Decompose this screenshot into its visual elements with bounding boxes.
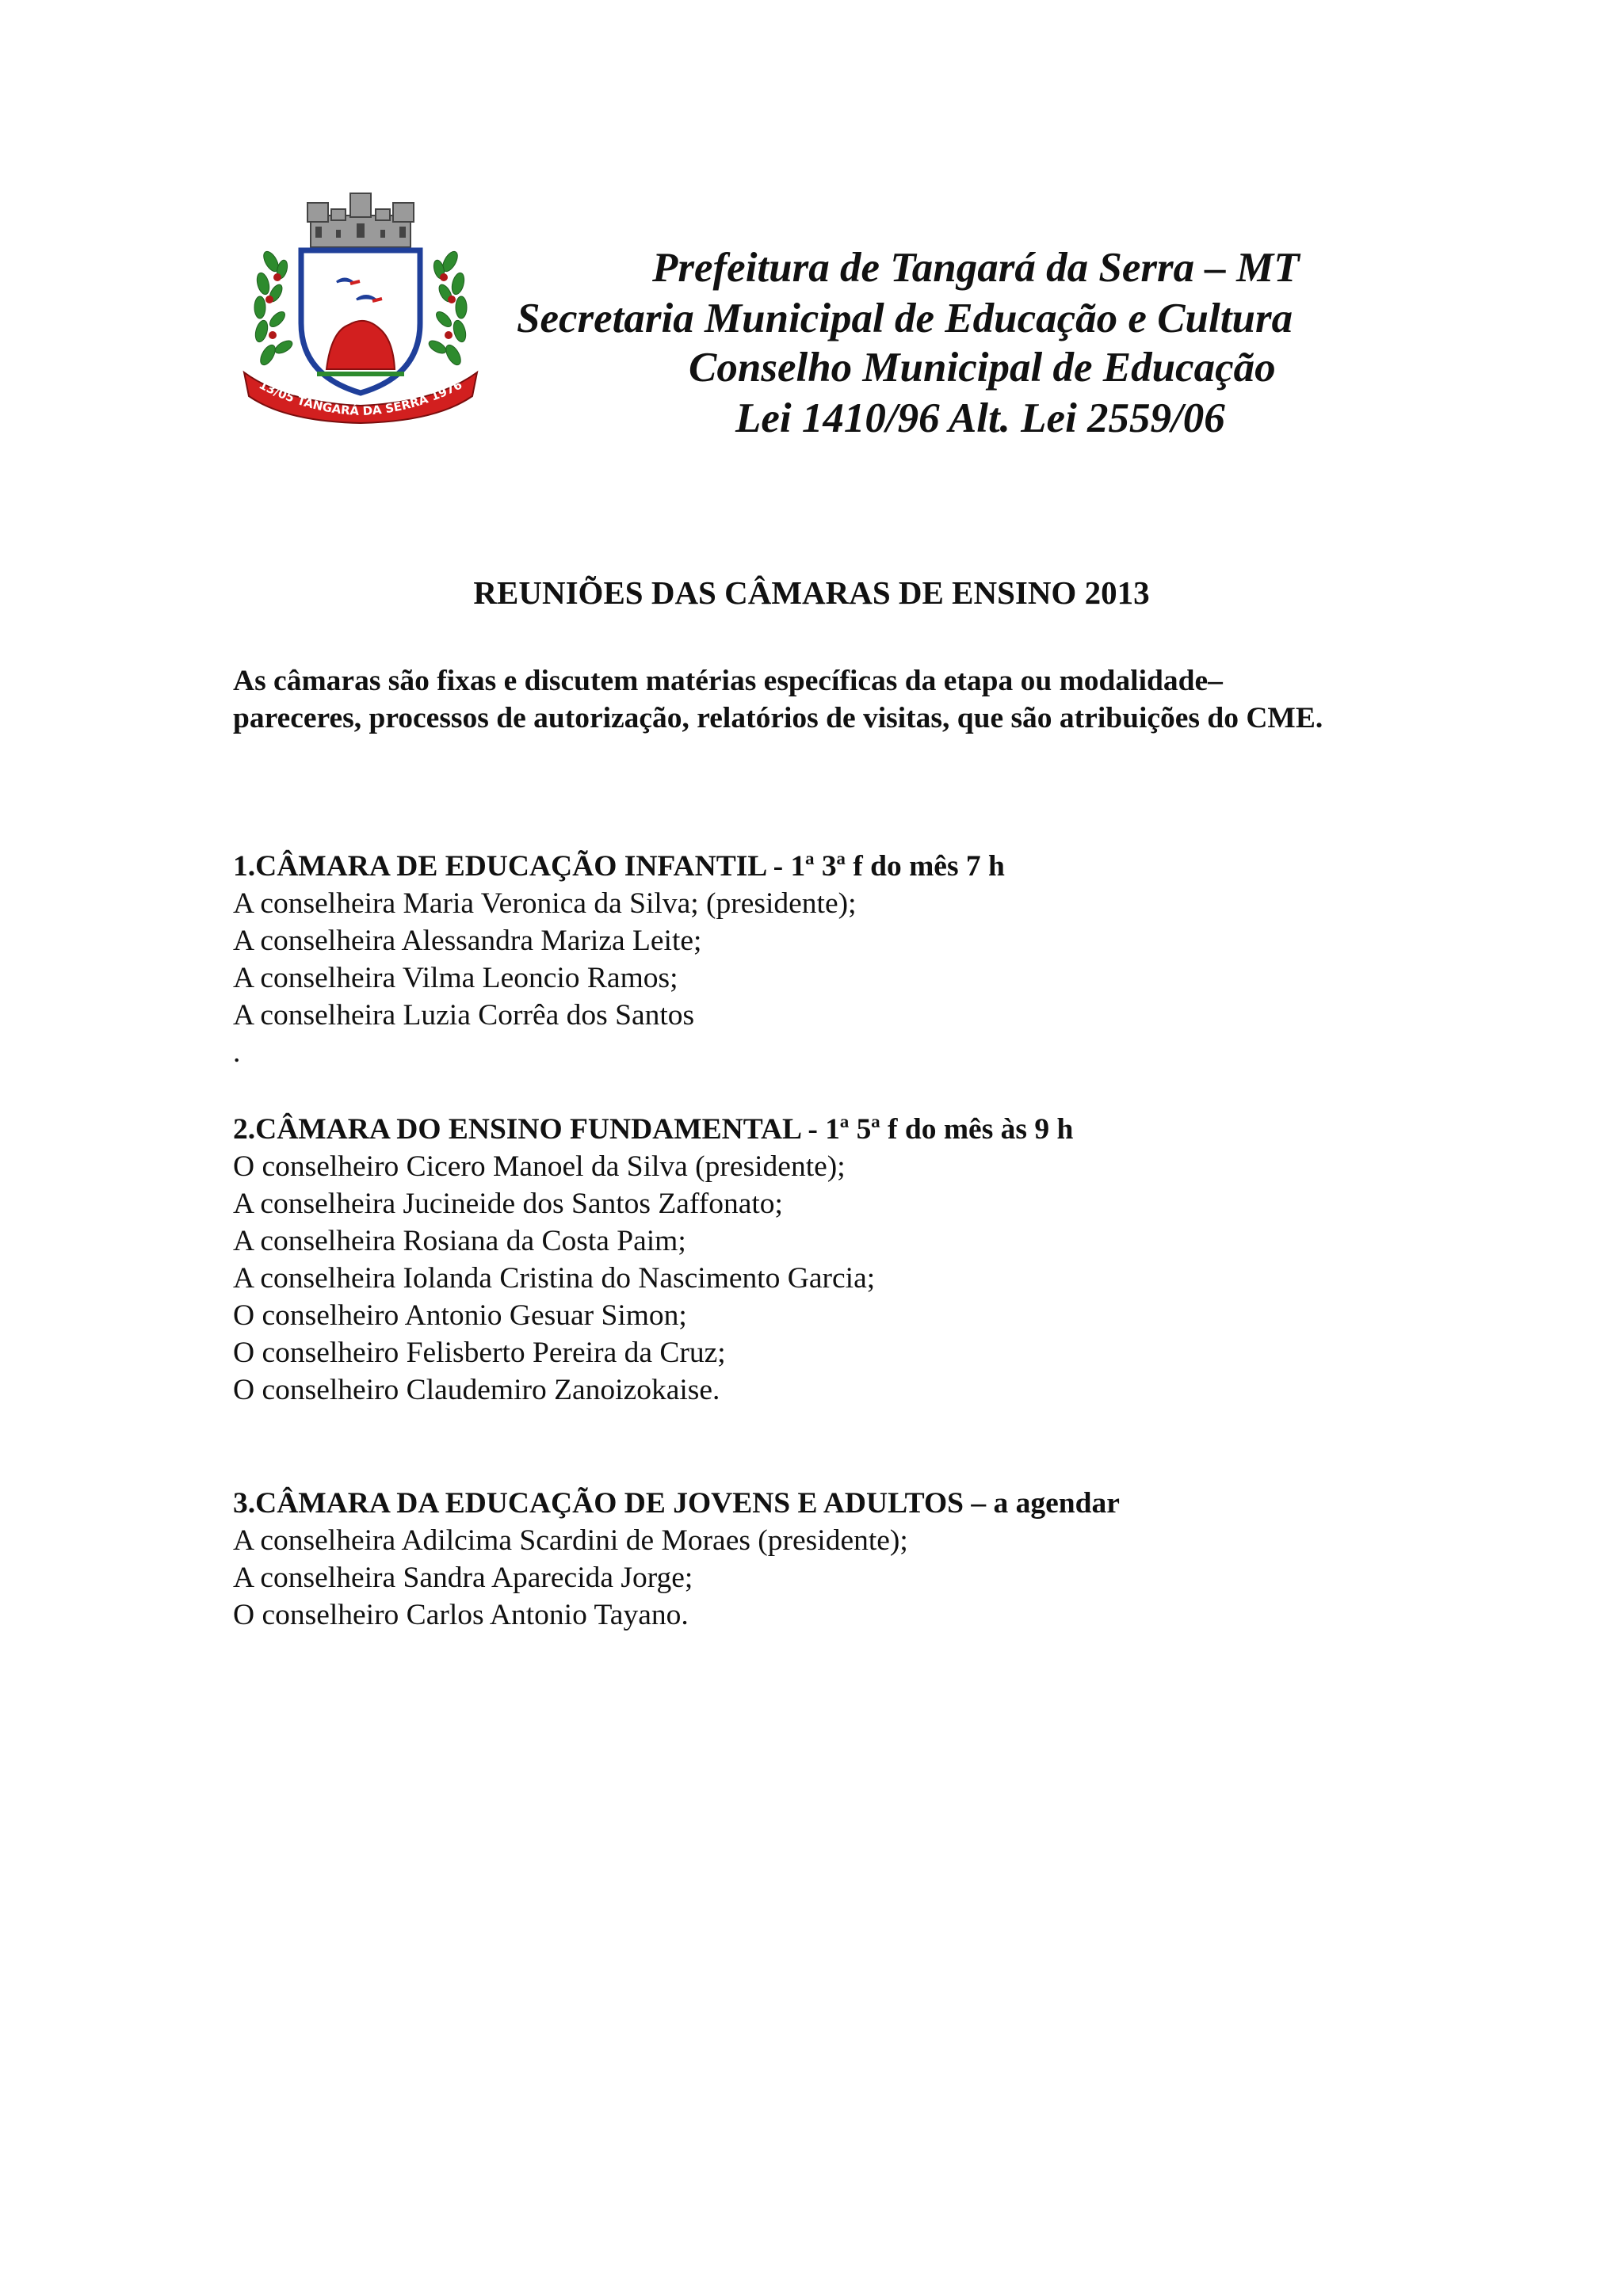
member-line: O conselheiro Cicero Manoel da Silva (presidente); <box>233 1150 846 1183</box>
header-secretaria: Secretaria Municipal de Educação e Cultura <box>517 296 1293 341</box>
section-educacao-infantil <box>233 848 1390 1071</box>
member-line: . <box>233 1036 241 1069</box>
municipal-crest-logo <box>238 189 483 426</box>
member-line: O conselheiro Carlos Antonio Tayano. <box>233 1599 689 1631</box>
member-line: A conselheira Vilma Leoncio Ramos; <box>233 962 678 994</box>
intro-paragraph: As câmaras são fixas e discutem matérias específicas da etapa ou modalidade– pareceres, processos de autorização, relatórios de visitas, que são atribuições do CME. <box>233 665 1323 734</box>
crest-ribbon-text: 13/05 TANGARÁ DA SERRA 1976 <box>256 377 465 419</box>
member-line: A conselheira Rosiana da Costa Paim; <box>233 1225 686 1257</box>
header-conselho: Conselho Municipal de Educação <box>689 345 1276 391</box>
section-heading: 3.CÂMARA DA EDUCAÇÃO DE JOVENS E ADULTOS – a agendar <box>233 1487 1120 1520</box>
page-title: REUNIÕES DAS CÂMARAS DE ENSINO 2013 <box>473 574 1150 611</box>
header-prefeitura: Prefeitura de Tangará da Serra – MT <box>652 245 1300 291</box>
member-line: O conselheiro Claudemiro Zanoizokaise. <box>233 1374 720 1406</box>
member-line: O conselheiro Felisberto Pereira da Cruz; <box>233 1337 726 1369</box>
member-line: A conselheira Maria Veronica da Silva; (presidente); <box>233 887 857 920</box>
section-ensino-fundamental <box>233 1111 1390 1409</box>
header-lei: Lei 1410/96 Alt. Lei 2559/06 <box>735 395 1225 441</box>
member-line: A conselheira Adilcima Scardini de Moraes (presidente); <box>233 1524 908 1557</box>
section-heading: 1.CÂMARA DE EDUCAÇÃO INFANTIL - 1ª 3ª f do mês 7 h <box>233 850 1005 883</box>
member-line: A conselheira Jucineide dos Santos Zaffonato; <box>233 1188 783 1220</box>
member-line: A conselheira Sandra Aparecida Jorge; <box>233 1562 693 1594</box>
member-line: A conselheira Luzia Corrêa dos Santos <box>233 999 695 1032</box>
member-line: A conselheira Alessandra Mariza Leite; <box>233 925 702 957</box>
member-line: A conselheira Iolanda Cristina do Nascimento Garcia; <box>233 1262 876 1295</box>
section-jovens-adultos <box>233 1485 1390 1634</box>
member-line: O conselheiro Antonio Gesuar Simon; <box>233 1299 687 1332</box>
section-heading: 2.CÂMARA DO ENSINO FUNDAMENTAL - 1ª 5ª f do mês às 9 h <box>233 1113 1074 1146</box>
